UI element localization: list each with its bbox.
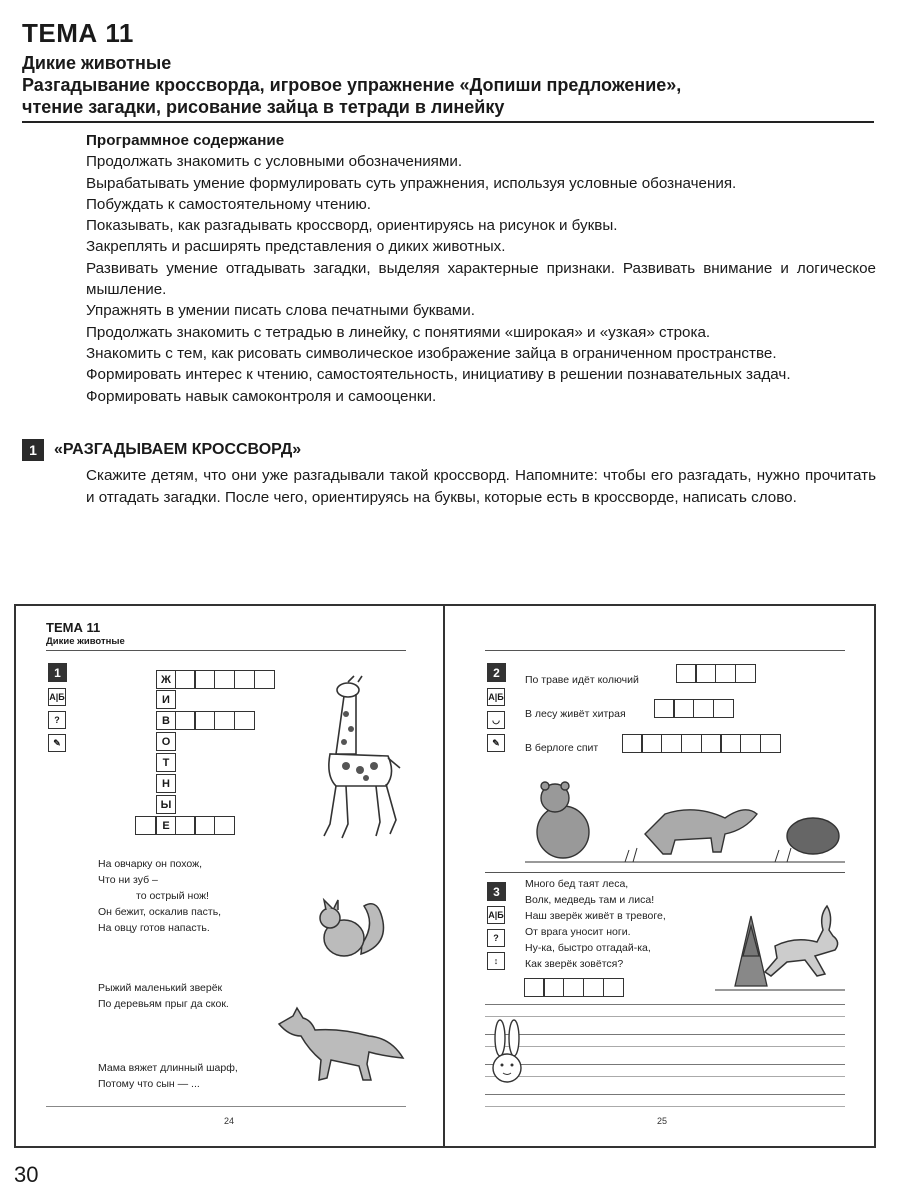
crossword-row — [176, 670, 275, 689]
page-number-left: 24 — [224, 1116, 235, 1126]
answer-boxes — [525, 978, 624, 997]
writing-line — [485, 1034, 845, 1035]
subtitle-line: Дикие животные — [22, 53, 172, 73]
topic-subtitle — [22, 52, 681, 118]
workbook-page-right — [445, 606, 874, 1146]
letters-icon: А|Б — [487, 688, 505, 706]
crossword-cell: Ы — [156, 795, 176, 814]
program-item: Формировать интерес к чтению, самостоятельность, инициативу в решении познавательных задач. — [86, 366, 791, 384]
divider — [485, 872, 845, 873]
crossword-cell: Н — [156, 774, 176, 793]
riddle-hare: Много бед таят леса, Волк, медведь там и лиса! Наш зверёк живёт в тревоге, От врага уносит ноги. Ну-ка, быстро отгадай-ка, Как зверёк зовётся? — [525, 878, 666, 970]
workbook-spread-image — [14, 604, 876, 1148]
sentence-fox: В лесу живёт хитрая — [525, 708, 626, 720]
crossword-row — [176, 711, 255, 730]
writing-line — [485, 1076, 845, 1077]
crossword-cell: Ж — [156, 670, 176, 689]
crossword-row — [176, 816, 235, 835]
sentence-hedgehog: По траве идёт колючий — [525, 674, 639, 686]
crossword-cell: В — [156, 711, 176, 730]
pencil-icon: ✎ — [48, 734, 66, 752]
question-icon: ? — [487, 929, 505, 947]
letters-icon: А|Б — [48, 688, 66, 706]
fox-illustration — [271, 1006, 411, 1086]
riddle-wolf: На овчарку он похож, Что ни зуб – то острый нож! Он бежит, оскалив пасть, На овцу готов напасть. — [98, 858, 222, 934]
section-title: «РАЗГАДЫВАЕМ КРОССВОРД» — [54, 441, 302, 458]
writing-line — [485, 1004, 845, 1005]
riddle-bear: Мама вяжет длинный шарф, Потому что сын — ... — [98, 1062, 238, 1090]
topic-title: ТЕМА 11 — [22, 18, 134, 48]
pencil-icon: ✎ — [487, 734, 505, 752]
exercise-number: 3 — [487, 882, 506, 901]
arrows-icon: ↕ — [487, 952, 505, 970]
program-heading: Программное содержание — [86, 132, 285, 149]
writing-line — [485, 1046, 845, 1047]
section-number: 1 — [22, 439, 44, 461]
crossword-cell: О — [156, 732, 176, 751]
divider — [46, 1106, 406, 1107]
hare-illustration — [715, 886, 845, 996]
program-item: Продолжать знакомить с условными обозначениями. — [86, 153, 463, 171]
program-item: Вырабатывать умение формулировать суть упражнения, используя условные обозначения. — [86, 174, 737, 192]
divider — [485, 650, 845, 651]
answer-boxes — [623, 734, 781, 753]
program-item: Побуждать к самостоятельному чтению. — [86, 195, 371, 213]
workbook-subtitle: Дикие животные — [46, 636, 125, 647]
section-1-text: Скажите детям, что они уже разгадывали такой кроссворд. Напомните: чтобы его разгадать, нужно прочитать и отгадать загадки. После чего, ориентируясь на буквы, которые есть в кроссворде, написать слово. — [86, 467, 876, 506]
riddle-squirrel: Рыжий маленький зверёк По деревьям прыг да скок. — [98, 982, 229, 1010]
forest-animals-illustration — [525, 774, 845, 866]
subtitle-line: Разгадывание кроссворда, игровое упражнение «Допиши предложение», — [22, 75, 682, 95]
crossword-cell: Е — [156, 816, 176, 835]
giraffe-illustration — [296, 674, 406, 844]
sentence-bear: В берлоге спит — [525, 742, 599, 754]
header-rule — [22, 121, 874, 123]
workbook-page-left — [16, 606, 443, 1146]
letters-icon: А|Б — [487, 906, 505, 924]
program-item: Показывать, как разгадывать кроссворд, ориентируясь на рисунок и буквы. — [86, 217, 618, 235]
writing-line — [485, 1064, 845, 1065]
crossword-cell: Т — [156, 753, 176, 772]
hare-drawing-sample — [487, 1018, 527, 1088]
exercise-number: 1 — [48, 663, 67, 682]
program-item: Упражнять в умении писать слова печатными буквами. — [86, 302, 475, 320]
program-item: Развивать умение отгадывать загадки, выделяя характерные признаки. Развивать внимание и логическое мышление. — [86, 259, 876, 299]
program-item: Знакомить с тем, как рисовать символическое изображение зайца в ограниченном пространстве. — [86, 344, 777, 362]
squirrel-illustration — [306, 894, 396, 964]
writing-line — [485, 1106, 845, 1107]
program-item: Формировать навык самоконтроля и самооценки. — [86, 387, 437, 405]
writing-line — [485, 1094, 845, 1095]
section-1-heading — [22, 439, 301, 461]
program-content — [86, 130, 876, 407]
answer-boxes — [677, 664, 756, 683]
answer-boxes — [655, 699, 734, 718]
program-item: Продолжать знакомить с тетрадью в линейку, с понятиями «широкая» и «узкая» строка. — [86, 323, 711, 341]
crossword-cell: И — [156, 690, 176, 709]
crossword-row — [136, 816, 156, 835]
question-icon: ? — [48, 711, 66, 729]
page-number-right: 25 — [657, 1116, 668, 1126]
workbook-topic: ТЕМА 11 — [46, 620, 101, 635]
writing-line — [485, 1016, 845, 1017]
divider — [46, 650, 406, 651]
subtitle-line: чтение загадки, рисование зайца в тетради в линейку — [22, 97, 505, 117]
mouth-icon: ◡ — [487, 711, 505, 729]
exercise-number: 2 — [487, 663, 506, 682]
page-number: 30 — [14, 1162, 39, 1187]
program-item: Закреплять и расширять представления о диких животных. — [86, 238, 506, 256]
